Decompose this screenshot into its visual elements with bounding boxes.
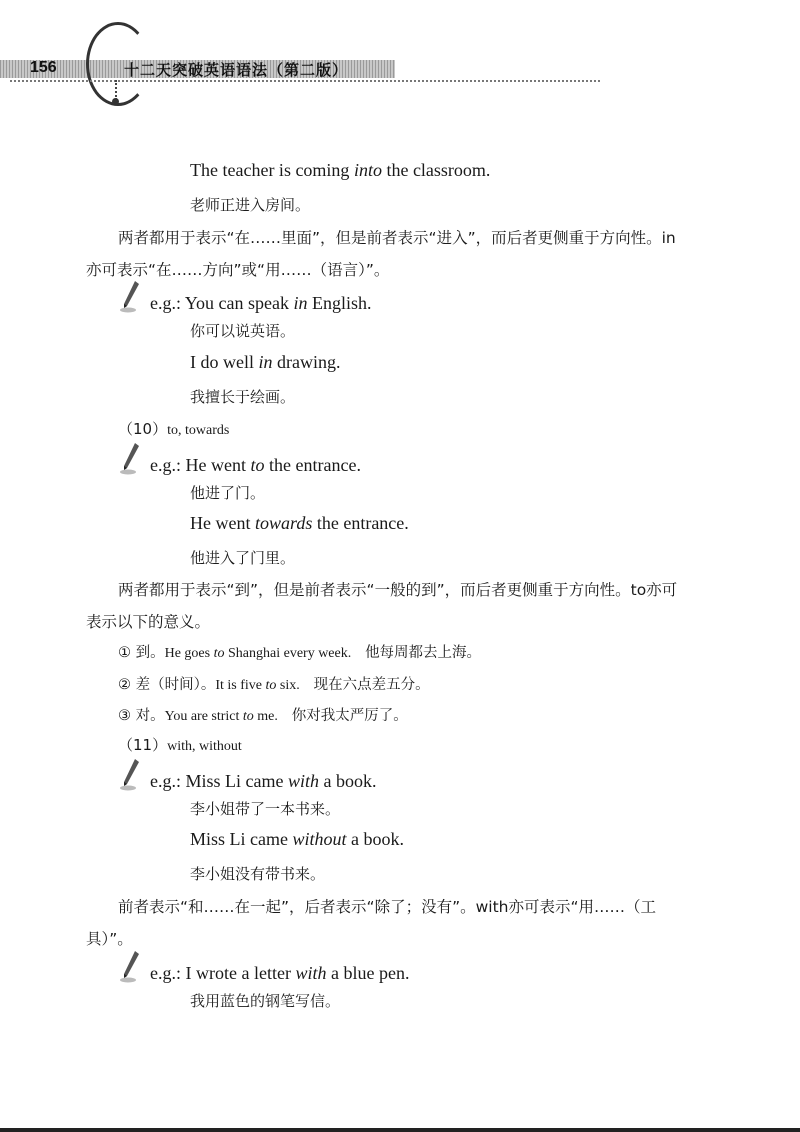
explanation-line: 具）”。 (86, 930, 133, 948)
explanation-line: 两者都用于表示“在……里面”，但是前者表示“进入”，而后者更侧重于方向性。in (118, 229, 676, 247)
pencil-icon (118, 950, 142, 984)
example-row: e.g.: You can speak in English. (118, 280, 372, 314)
meaning-item: ③ 对。You are strict to me. 你对我太严厉了。 (118, 708, 408, 724)
meaning-item: ② 差（时间）。It is five to six. 现在六点差五分。 (118, 677, 430, 693)
example-row: e.g.: He went to the entrance. (118, 442, 361, 476)
header-dotted-stem (115, 80, 117, 100)
section-heading: （11）with, without (118, 736, 242, 754)
example-sentence: Miss Li came without a book. (190, 829, 404, 849)
explanation-line: 前者表示“和……在一起”，后者表示“除了；没有”。with亦可表示“用……（工 (118, 898, 657, 916)
example-sentence: He went towards the entrance. (190, 513, 409, 533)
header-dot (112, 98, 119, 105)
book-title: 十二天突破英语语法（第二版） (124, 61, 349, 79)
example-sentence: I do well in drawing. (190, 352, 341, 372)
section-heading: （10）to, towards (118, 420, 230, 438)
example-translation: 老师正进入房间。 (190, 196, 311, 214)
pencil-icon (118, 758, 142, 792)
example-row: e.g.: I wrote a letter with a blue pen. (118, 950, 409, 984)
page-number: 156 (30, 59, 57, 76)
pencil-icon (118, 442, 142, 476)
page-bottom-rule (0, 1128, 800, 1132)
example-translation: 他进入了门里。 (190, 549, 296, 567)
example-translation: 我擅长于绘画。 (190, 388, 296, 406)
example-translation: 我用蓝色的钢笔写信。 (190, 992, 341, 1010)
header-dotted-rule (10, 80, 600, 82)
example-translation: 你可以说英语。 (190, 322, 296, 340)
pencil-icon (118, 280, 142, 314)
example-translation: 他进了门。 (190, 484, 266, 502)
explanation-line: 表示以下的意义。 (86, 613, 211, 631)
explanation-line: 亦可表示“在……方向”或“用……（语言）”。 (86, 261, 390, 279)
example-sentence: The teacher is coming into the classroom. (190, 160, 491, 180)
example-translation: 李小姐带了一本书来。 (190, 800, 341, 818)
example-row: e.g.: Miss Li came with a book. (118, 758, 377, 792)
example-translation: 李小姐没有带书来。 (190, 865, 326, 883)
meaning-item: ① 到。He goes to Shanghai every week. 他每周都去上海。 (118, 645, 482, 661)
explanation-line: 两者都用于表示“到”，但是前者表示“一般的到”，而后者更侧重于方向性。to亦可 (118, 581, 678, 599)
